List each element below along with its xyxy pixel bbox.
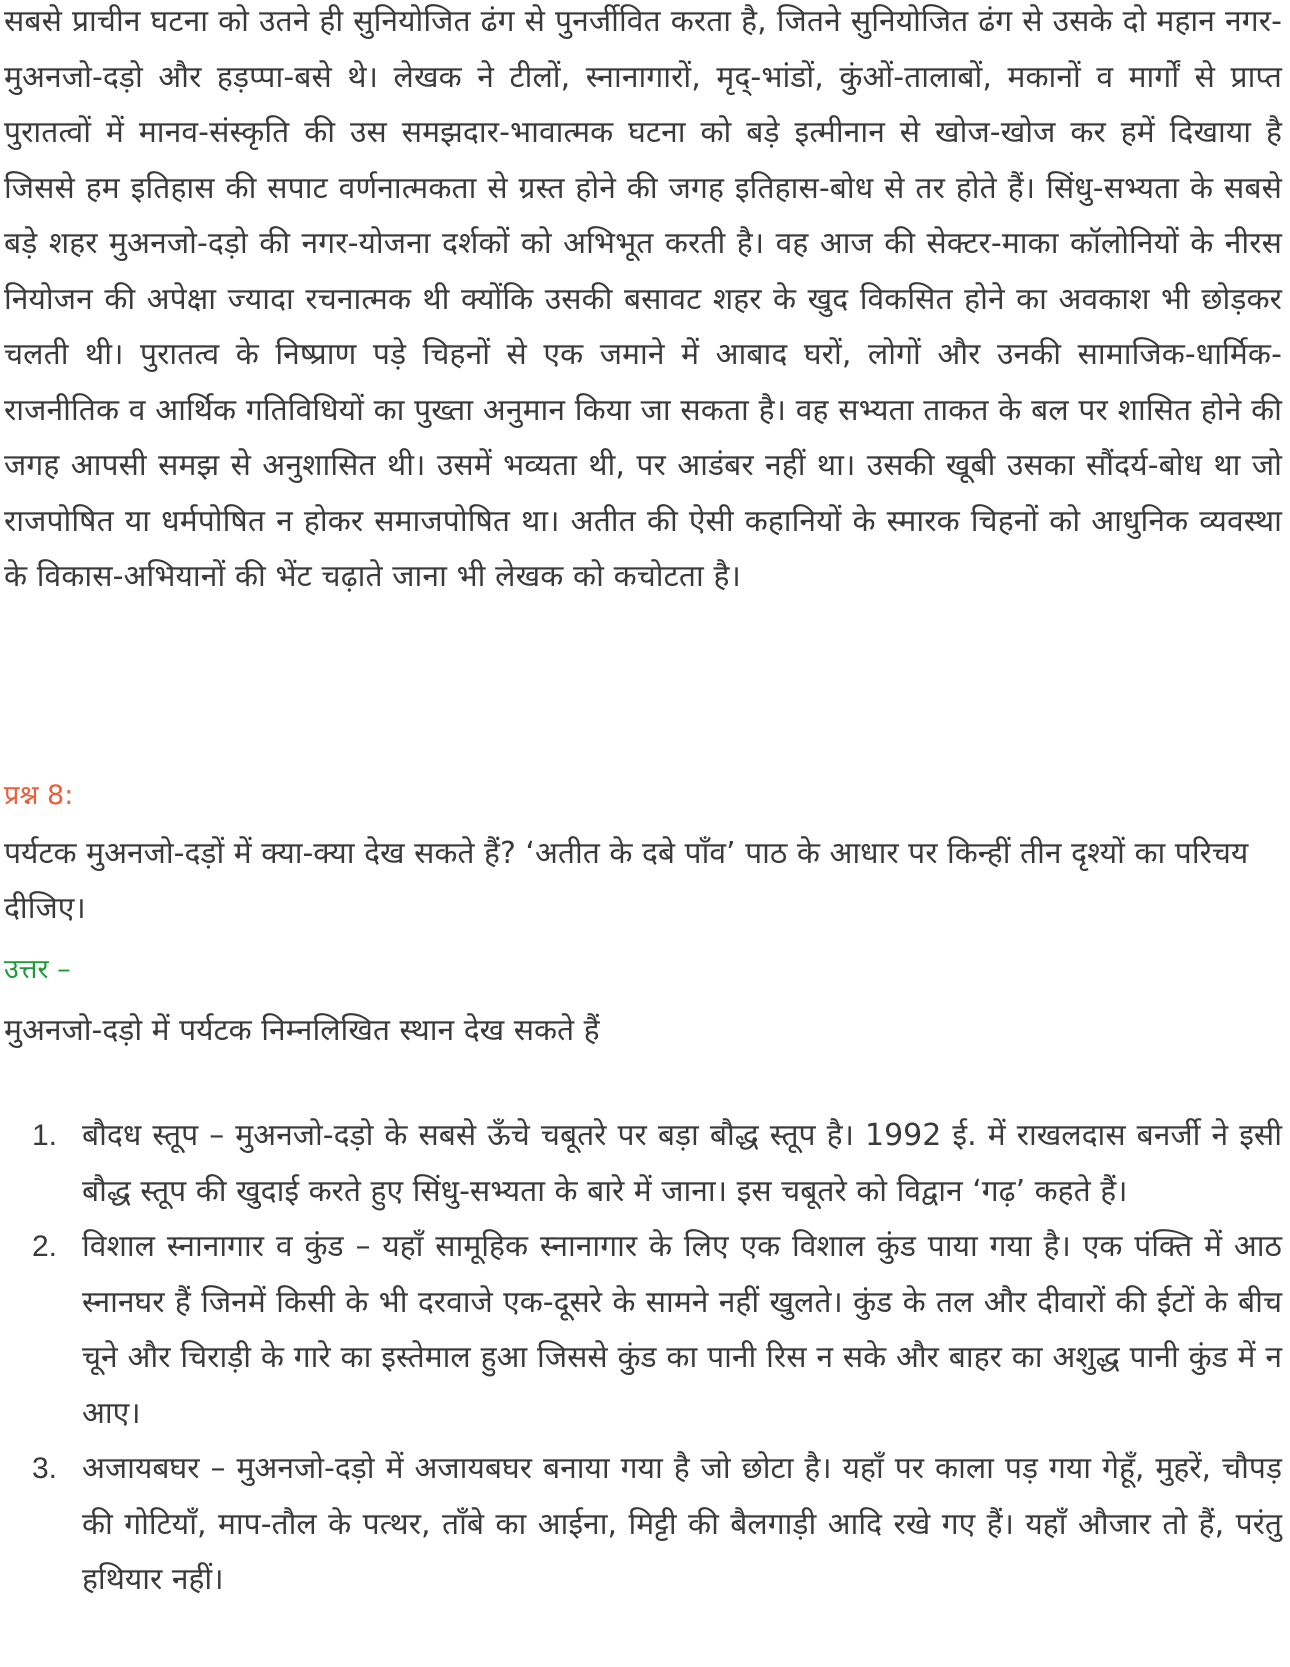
answer-heading: उत्तर – xyxy=(4,954,71,985)
answer-intro: मुअनजो-दड़ो में पर्यटक निम्नलिखित स्थान देख सकते हैं xyxy=(4,1013,600,1048)
intro-paragraph: सबसे प्राचीन घटना को उतने ही सुनियोजित ढंग से पुनर्जीवित करता है, जितने सुनियोजित ढंग से उसके दो महान नगर-मुअनजो-दड़ो और हड़प्पा-बसे थे। लेखक ने टीलों, स्नानागारों, मृद्-भांडों, कुंओं-तालाबों, मकानों व मार्गों से प्राप्त पुरातत्वों में मानव-संस्कृति की उस समझदार-भावात्मक घटना को बड़े इत्मीनान से खोज-खोज कर हमें दिखाया है जिससे हम इतिहास की सपाट वर्णनात्मकता से ग्रस्त होने की जगह इतिहास-बोध से तर होते हैं। सिंधु-सभ्यता के सबसे बड़े शहर मुअनजो-दड़ो की नगर-योजना दर्शकों को अभिभूत करती है। वह आज की सेक्टर-माका कॉलोनियों के नीरस नियोजन की अपेक्षा ज्यादा रचनात्मक थी क्योंकि उसकी बसावट शहर के खुद विकसित होने का अवकाश भी छोड़कर चलती थी। पुरातत्व के निष्प्राण पड़े चिहनों से एक जमाने में आबाद घरों, लोगों और उनकी सामाजिक-धार्मिक-राजनीतिक व आर्थिक गतिविधियों का पुख्ता अनुमान किया जा सकता है। वह सभ्यता ताकत के बल पर शासित होने की जगह आपसी समझ से अनुशासित थी। उसमें भव्यता थी, पर आडंबर नहीं था। उसकी खूबी उसका सौंदर्य-बोध था जो राजपोषित या धर्मपोषित न होकर समाजपोषित था। अतीत की ऐसी कहानियों के स्मारक चिहनों को आधुनिक व्यवस्था के विकास-अभियानों की भेंट चढ़ाते जाना भी लेखक को कचोटता है। xyxy=(4,4,1283,594)
list-item-text: बौदध स्तूप – मुअनजो-दड़ो के सबसे ऊँचे चबूतरे पर बड़ा बौद्ध स्तूप है। 1992 ई. में राखलदास बनर्जी ने इसी बौद्ध स्तूप की खुदाई करते हुए सिंधु-सभ्यता के बारे में जाना। इस चबूतरे को विद्वान ‘गढ़’ कहते हैं। xyxy=(82,1118,1282,1209)
list-item xyxy=(0,1108,1282,1219)
list-item-number: 3. xyxy=(32,1452,58,1485)
answer-points-list xyxy=(0,1108,1282,1608)
list-item-number: 2. xyxy=(32,1230,58,1263)
list-item-text: विशाल स्नानागार व कुंड – यहाँ सामूहिक स्नानागार के लिए एक विशाल कुंड पाया गया है। एक पंक्ति में आठ स्नानघर हैं जिनमें किसी के भी दरवाजे एक-दूसरे के सामने नहीं खुलते। कुंड के तल और दीवारों की ईटों के बीच चूने और चिराड़ी के गारे का इस्तेमाल हुआ जिससे कुंड का पानी रिस न सके और बाहर का अशुद्ध पानी कुंड में न आए। xyxy=(82,1229,1282,1431)
list-item-number: 1. xyxy=(32,1119,58,1152)
list-item xyxy=(0,1219,1282,1441)
list-item-text: अजायबघर – मुअनजो-दड़ो में अजायबघर बनाया गया है जो छोटा है। यहाँ पर काला पड़ गया गेहूँ, मुहरें, चौपड़ की गोटियाँ, माप-तौल के पत्थर, ताँबे का आईना, मिट्टी की बैलगाड़ी आदि रखे गए हैं। यहाँ औजार तो हैं, परंतु हथियार नहीं। xyxy=(82,1451,1282,1597)
question-text: पर्यटक मुअनजो-दड़ों में क्या-क्या देख सकते हैं? ‘अतीत के दबे पाँव’ पाठ के आधार पर किन्हीं तीन दृश्यों का परिचय दीजिए। xyxy=(4,836,1249,926)
list-item xyxy=(0,1441,1282,1608)
question-heading: प्रश्न 8: xyxy=(4,780,74,811)
